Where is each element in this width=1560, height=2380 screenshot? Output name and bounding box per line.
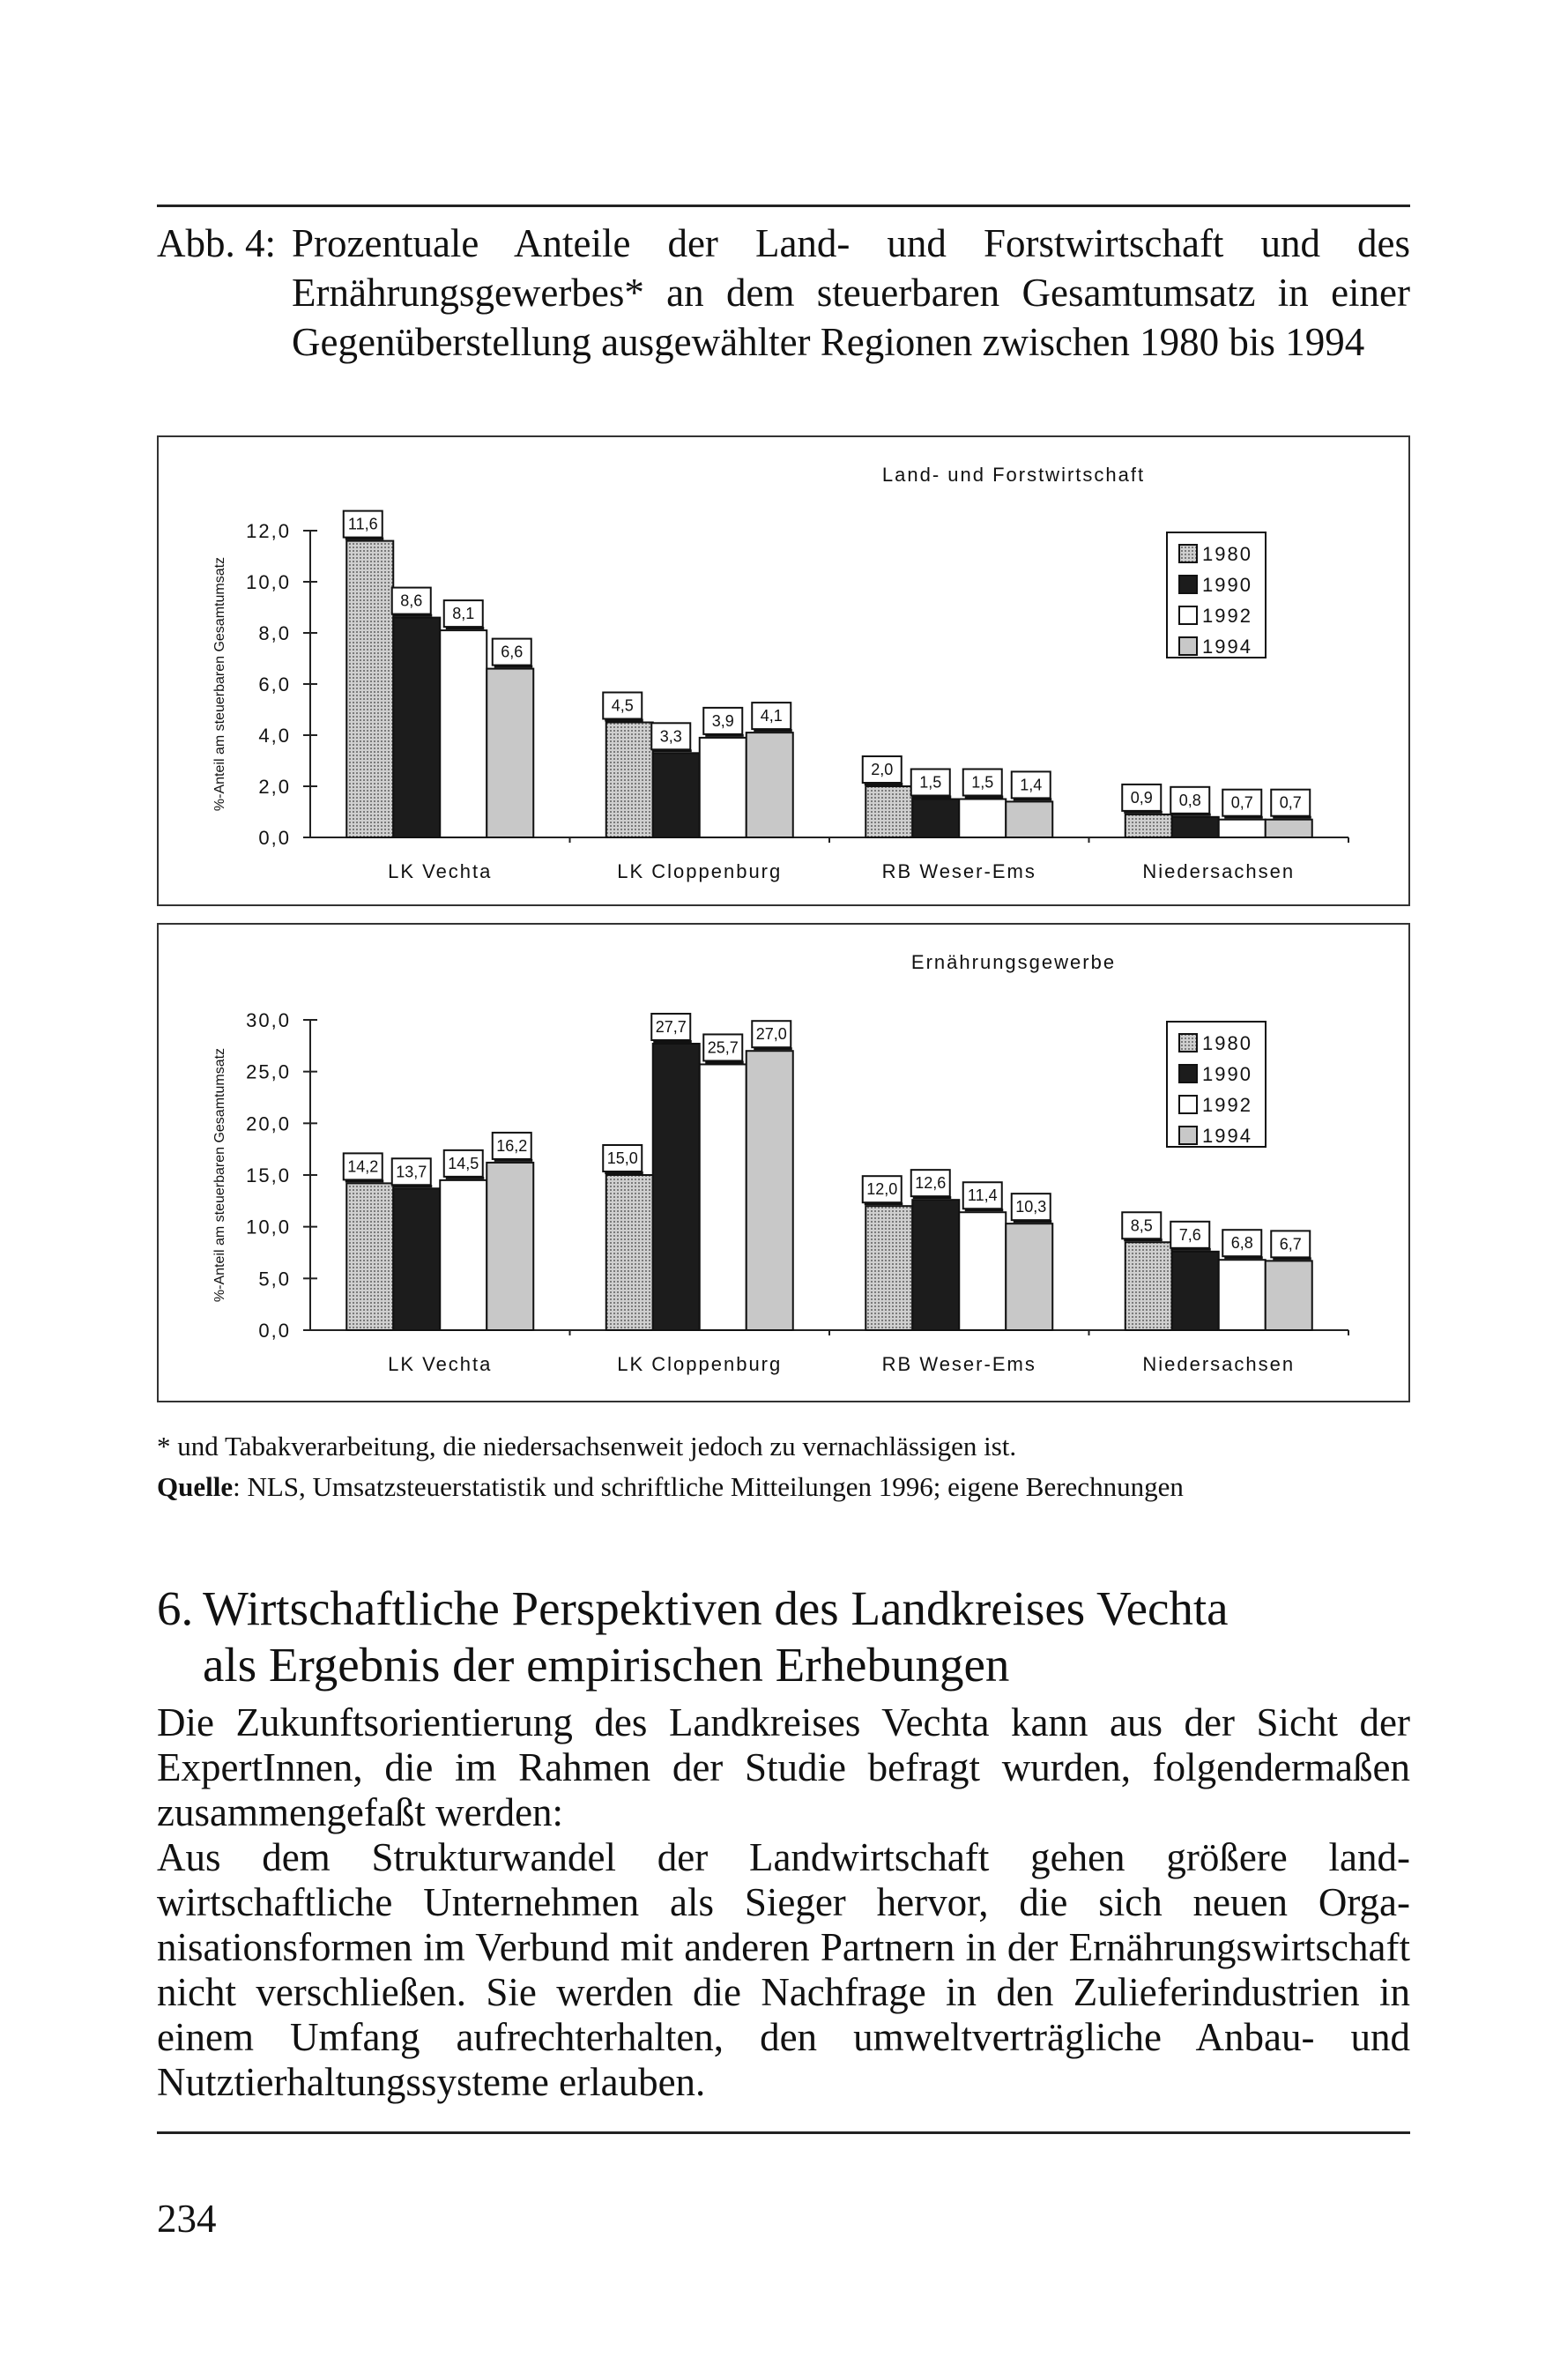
c1-category-label-rb-weser-ems: RB Weser-Ems — [881, 860, 1036, 882]
c2-category-label-lk-cloppenburg: LK Cloppenburg — [617, 1353, 783, 1375]
c2-y-tick-label: 15,0 — [246, 1164, 291, 1186]
c2-data-label-lk-cloppenburg-1994: 27,0 — [755, 1025, 787, 1044]
body-paragraph-1: Die Zukunftsorientierung des Landkreises Vechta kann aus der Sicht der ExpertInnen, die im Rahmen der Studie befragt wurden, folgendermaßen zusammengefaßt werden: — [157, 1700, 1410, 1834]
c1-bar-lk-vechta-1990 — [393, 618, 440, 837]
c1-data-label-lk-cloppenburg-1994: 4,1 — [760, 707, 783, 725]
c1-bar-lk-cloppenburg-1980 — [606, 723, 653, 838]
source-text: : NLS, Umsatzsteuerstatistik und schriftliche Mitteilungen 1996; eigene Berechnungen — [233, 1471, 1184, 1502]
c1-legend-label-1980: 1980 — [1202, 543, 1252, 565]
c1-data-label-rb-weser-ems-1980: 2,0 — [871, 761, 894, 778]
c2-category-label-niedersachsen: Niedersachsen — [1142, 1353, 1296, 1375]
c1-legend-label-1990: 1990 — [1202, 574, 1252, 596]
c2-bar-lk-vechta-1980 — [346, 1183, 393, 1330]
c1-category-label-lk-cloppenburg: LK Cloppenburg — [617, 860, 783, 882]
c2-bar-rb-weser-ems-1992 — [959, 1212, 1006, 1330]
c1-bar-lk-cloppenburg-1994 — [747, 733, 793, 837]
c1-y-tick-label: 10,0 — [246, 571, 291, 593]
c1-y-tick-label: 4,0 — [258, 725, 291, 747]
c2-bar-lk-cloppenburg-1980 — [606, 1175, 653, 1330]
c2-y-tick-label: 25,0 — [246, 1060, 291, 1083]
c1-bar-rb-weser-ems-1990 — [912, 800, 959, 838]
c2-y-tick-label: 30,0 — [246, 1009, 291, 1031]
c1-y-axis-label: %-Anteil am steuerbaren Gesamtumsatz — [212, 556, 227, 812]
c2-legend-swatch-1990 — [1179, 1065, 1197, 1082]
body-text — [157, 1700, 1410, 2105]
c1-bar-rb-weser-ems-1994 — [1006, 801, 1052, 837]
c1-data-label-lk-vechta-1992: 8,1 — [452, 605, 475, 623]
c2-bar-niedersachsen-1990 — [1172, 1252, 1219, 1330]
c2-data-label-rb-weser-ems-1992: 11,4 — [967, 1186, 998, 1205]
section-title-line2: als Ergebnis der empirischen Erhebungen — [203, 1638, 1010, 1692]
c1-data-label-niedersachsen-1992: 0,7 — [1230, 793, 1253, 812]
c2-data-label-niedersachsen-1980: 8,5 — [1130, 1216, 1153, 1235]
c1-data-label-niedersachsen-1994: 0,7 — [1279, 793, 1302, 812]
caption-label: Abb. 4: — [157, 221, 276, 265]
c2-data-label-niedersachsen-1990: 7,6 — [1178, 1225, 1201, 1244]
c1-bar-rb-weser-ems-1980 — [865, 786, 912, 837]
c1-data-label-lk-vechta-1980: 11,6 — [347, 515, 378, 533]
source-label: Quelle — [157, 1471, 234, 1502]
c1-bar-lk-cloppenburg-1992 — [700, 738, 747, 837]
c2-data-label-niedersachsen-1992: 6,8 — [1230, 1234, 1253, 1253]
c2-data-label-niedersachsen-1994: 6,7 — [1279, 1235, 1302, 1253]
page-number: 234 — [157, 2197, 217, 2241]
c1-legend-label-1994: 1994 — [1202, 636, 1252, 658]
c2-y-tick-label: 10,0 — [246, 1216, 291, 1238]
c2-data-label-rb-weser-ems-1990: 12,6 — [915, 1174, 947, 1193]
c1-data-label-niedersachsen-1980: 0,9 — [1130, 788, 1153, 807]
c1-bar-rb-weser-ems-1992 — [959, 800, 1006, 838]
c2-legend-label-1990: 1990 — [1202, 1063, 1252, 1085]
c1-legend-swatch-1990 — [1179, 576, 1197, 593]
c2-category-label-lk-vechta: LK Vechta — [388, 1353, 493, 1375]
c1-legend-swatch-1994 — [1179, 637, 1197, 655]
c2-bar-niedersachsen-1992 — [1219, 1260, 1266, 1330]
c2-data-label-lk-vechta-1992: 14,5 — [448, 1154, 479, 1172]
c1-data-label-lk-cloppenburg-1992: 3,9 — [711, 711, 734, 730]
c1-y-tick-label: 2,0 — [258, 776, 291, 798]
c1-data-label-lk-cloppenburg-1990: 3,3 — [659, 727, 682, 746]
chart-land-forstwirtschaft — [157, 435, 1410, 906]
c2-title: Ernährungsgewerbe — [910, 951, 1117, 973]
c1-data-label-lk-cloppenburg-1980: 4,5 — [611, 696, 634, 715]
c1-y-tick-label: 8,0 — [258, 622, 291, 644]
c2-bar-lk-vechta-1992 — [440, 1180, 487, 1330]
c1-data-label-lk-vechta-1990: 8,6 — [400, 591, 423, 610]
c2-data-label-lk-cloppenburg-1992: 25,7 — [707, 1038, 739, 1057]
body-paragraph-2: Aus dem Strukturwandel der Landwirtschaft gehen größere landwirtschaftliche Unternehmen als Sieger hervor, die sich neuen Organisationsformen im Verbund mit anderen Partnern in der Ernährungswirtschaft nicht verschließen. Sie werden die Nachfrage in den Zulieferindustrien in einem Umfang aufrechterhalten, den umweltverträgliche Anbau- und Nutztierhaltungssysteme erlauben. — [157, 1835, 1410, 2104]
section-number: 6. — [157, 1581, 194, 1635]
c2-y-tick-label: 20,0 — [246, 1112, 291, 1135]
chart-ernaehrungsgewerbe — [157, 923, 1410, 1402]
c2-data-label-rb-weser-ems-1994: 10,3 — [1015, 1198, 1047, 1216]
footnote-source — [157, 1467, 1410, 1507]
c1-legend-label-1992: 1992 — [1202, 605, 1252, 627]
c1-category-label-niedersachsen: Niedersachsen — [1142, 860, 1296, 882]
top-rule — [157, 205, 1410, 207]
c1-bar-niedersachsen-1992 — [1219, 820, 1266, 837]
footnote-note: * und Tabakverarbeitung, die niedersachsenweit jedoch zu vernachlässigen ist. — [157, 1431, 1017, 1461]
c1-data-label-lk-vechta-1994: 6,6 — [501, 643, 524, 661]
c2-category-label-rb-weser-ems: RB Weser-Ems — [881, 1353, 1036, 1375]
c2-bar-rb-weser-ems-1990 — [912, 1200, 959, 1330]
c1-bar-lk-cloppenburg-1990 — [653, 753, 700, 837]
c2-bar-lk-cloppenburg-1994 — [747, 1051, 793, 1330]
c2-data-label-lk-vechta-1990: 13,7 — [396, 1163, 427, 1181]
c1-y-tick-label: 12,0 — [246, 520, 291, 542]
chart-land-forstwirtschaft-svg — [159, 437, 1408, 904]
c2-legend-swatch-1980 — [1179, 1034, 1197, 1052]
c2-bar-lk-cloppenburg-1990 — [653, 1044, 700, 1330]
c1-bar-lk-vechta-1994 — [487, 669, 533, 837]
c1-bar-niedersachsen-1980 — [1125, 814, 1172, 837]
c2-bar-rb-weser-ems-1980 — [865, 1206, 912, 1330]
c2-data-label-lk-vechta-1994: 16,2 — [496, 1136, 528, 1155]
c1-data-label-niedersachsen-1990: 0,8 — [1178, 791, 1201, 809]
bottom-rule — [157, 2131, 1410, 2134]
c2-legend-label-1992: 1992 — [1202, 1094, 1252, 1116]
c1-bar-niedersachsen-1990 — [1172, 817, 1219, 837]
c1-legend-swatch-1992 — [1179, 606, 1197, 624]
c1-data-label-rb-weser-ems-1990: 1,5 — [919, 773, 942, 792]
caption-text: Prozentuale Anteile der Land- und Forstwirtschaft und des Ernährungsgewerbes* an dem steuerbaren Gesamtumsatz in einer Gegenüberstellung ausgewählter Regionen zwischen 1980 bis 1994 — [292, 221, 1410, 364]
c1-y-tick-label: 0,0 — [258, 827, 291, 849]
c2-bar-lk-vechta-1994 — [487, 1163, 533, 1330]
c2-y-tick-label: 0,0 — [258, 1320, 291, 1342]
c2-legend-label-1994: 1994 — [1202, 1125, 1252, 1147]
c1-bar-lk-vechta-1992 — [440, 630, 487, 837]
c2-data-label-rb-weser-ems-1980: 12,0 — [866, 1180, 898, 1199]
c2-bar-rb-weser-ems-1994 — [1006, 1223, 1052, 1330]
c2-data-label-lk-cloppenburg-1990: 27,7 — [655, 1017, 687, 1036]
c1-bar-niedersachsen-1994 — [1266, 820, 1312, 837]
c1-title: Land- und Forstwirtschaft — [881, 464, 1146, 486]
figure-footnote — [157, 1426, 1410, 1507]
c1-legend-swatch-1980 — [1179, 545, 1197, 562]
c2-bar-niedersachsen-1994 — [1266, 1261, 1312, 1330]
chart-ernaehrungsgewerbe-svg — [159, 925, 1408, 1401]
c2-bar-lk-vechta-1990 — [393, 1188, 440, 1330]
c1-bar-lk-vechta-1980 — [346, 541, 393, 837]
c2-bar-niedersachsen-1980 — [1125, 1242, 1172, 1330]
c2-legend-swatch-1992 — [1179, 1096, 1197, 1113]
c2-data-label-lk-cloppenburg-1980: 15,0 — [606, 1149, 638, 1167]
c1-y-tick-label: 6,0 — [258, 673, 291, 695]
c1-data-label-rb-weser-ems-1994: 1,4 — [1020, 776, 1043, 794]
c1-data-label-rb-weser-ems-1992: 1,5 — [971, 773, 994, 792]
c2-legend-label-1980: 1980 — [1202, 1032, 1252, 1054]
c2-y-tick-label: 5,0 — [258, 1268, 291, 1290]
c2-data-label-lk-vechta-1980: 14,2 — [347, 1157, 379, 1176]
c2-bar-lk-cloppenburg-1992 — [700, 1064, 747, 1330]
c2-legend-swatch-1994 — [1179, 1127, 1197, 1144]
c1-category-label-lk-vechta: LK Vechta — [388, 860, 493, 882]
c2-y-axis-label: %-Anteil am steuerbaren Gesamtumsatz — [212, 1047, 227, 1303]
section-title-line1: Wirtschaftliche Perspektiven des Landkreises Vechta — [203, 1581, 1229, 1635]
